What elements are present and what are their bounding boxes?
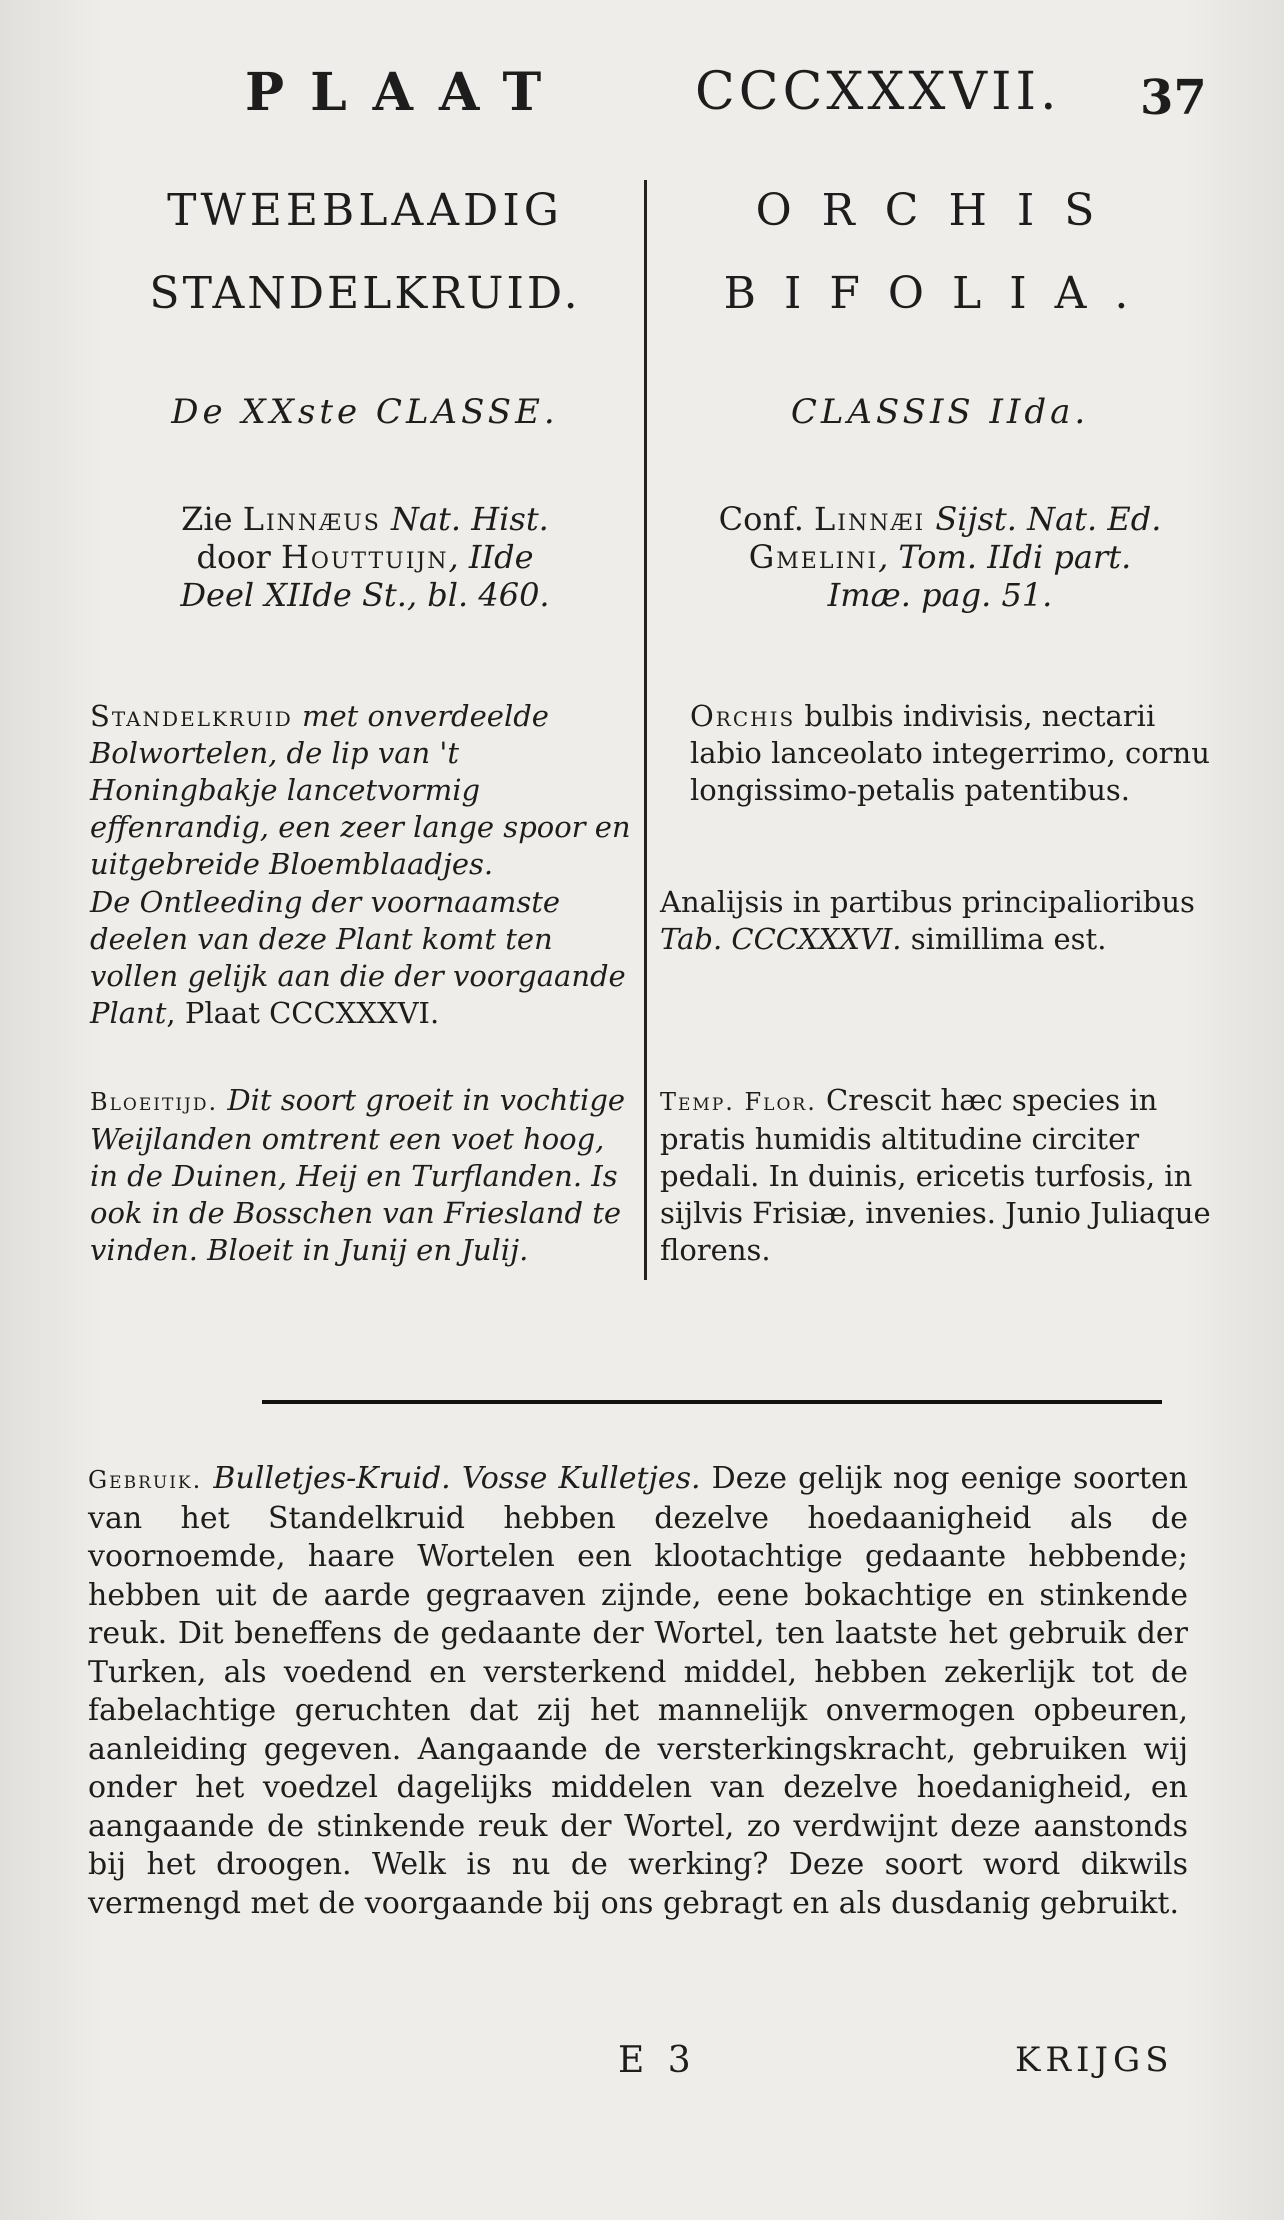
ref-editor: Gmelini xyxy=(748,538,879,576)
usage-common-names: Bulletjes-Kruid. Vosse Kulletjes. xyxy=(202,1461,701,1496)
latin-analysis xyxy=(660,884,1210,958)
ref-text: door xyxy=(196,538,281,576)
usage-paragraph xyxy=(88,1460,1188,1923)
ref-text: Zie xyxy=(181,500,243,538)
flowering-text: Crescit hæc species in pratis humidis altitudine circiter pedali. In duinis, ericetis turfosis, in sijlvis Frisiæ, invenies. Junio Juliaque florens. xyxy=(660,1083,1211,1267)
description-text: bulbis indivisis, nectarii labio lanceolato integerrimo, cornu longissimo-petalis patentibus. xyxy=(690,699,1210,807)
analysis-text: De Ontleeding der voornaamste deelen van deze Plant komt ten vollen gelijk aan die der voorgaande xyxy=(90,885,626,993)
dutch-title-line2: STANDELKRUID. xyxy=(149,268,581,319)
section-rule xyxy=(262,1400,1162,1404)
description-lead: Standelkruid xyxy=(90,699,293,733)
page-number: 37 xyxy=(1140,70,1207,126)
ref-volume: , IIde xyxy=(448,538,534,576)
ref-page: Deel XIIde St., bl. 460. xyxy=(180,576,550,614)
ref-author: Linnæus xyxy=(242,500,381,538)
latin-reference xyxy=(660,500,1220,614)
description-text: met onverdeelde Bolwortelen, de lip van 't Honingbakje lancetvormig effenrandig, een zeer lange spoor en uitgebreide Bloemblaadjes. xyxy=(90,699,631,881)
ref-author: Houttuijn xyxy=(280,538,449,576)
dutch-analysis xyxy=(90,884,640,1032)
latin-description xyxy=(690,698,1210,809)
flowering-text: Dit soort groeit in vochtige Weijlanden omtrent een voet hoog, in de Duinen, Heij en Turflanden. Is ook in de Bosschen van Friesland te vinden. Bloeit in Junij en Julij. xyxy=(90,1083,626,1267)
description-lead: Orchis xyxy=(690,699,796,733)
latin-title-line2: BIFOLIA. xyxy=(723,268,1157,319)
analysis-text: simillima est. xyxy=(901,922,1107,956)
ref-page: Imæ. pag. 51. xyxy=(827,576,1053,614)
usage-lead: Gebruik. xyxy=(88,1466,203,1494)
dutch-title-line1: TWEEBLAADIG xyxy=(167,185,563,236)
dutch-reference xyxy=(90,500,640,614)
signature-mark: E 3 xyxy=(618,2040,697,2081)
catchword: KRIJGS xyxy=(1015,2040,1174,2080)
ref-work: Nat. Hist. xyxy=(380,500,549,538)
latin-flowering-time xyxy=(660,1082,1220,1269)
ref-volume: , Tom. IIdi part. xyxy=(878,538,1132,576)
analysis-plate-ref: Tab. CCCXXXVI. xyxy=(660,922,902,956)
dutch-flowering-time xyxy=(90,1082,640,1269)
ref-text: Conf. xyxy=(718,500,815,538)
analysis-text: Plant xyxy=(90,996,167,1030)
analysis-plate-ref: , Plaat CCCXXXVI. xyxy=(166,996,440,1030)
latin-classis: CLASSIS IIda. xyxy=(790,392,1090,432)
flowering-lead: Bloeitijd. xyxy=(90,1088,219,1116)
usage-text: Deze gelijk nog eenige soorten van het Standelkruid hebben dezelve hoedaanigheid als de voornoemde, haare Wortelen een klootachtige gedaante hebbende; hebben uit de aarde gegraaven zijnde, eene bokachtige en stinkende reuk. Dit beneffens de gedaante der Wortel, ten laatste het gebruik der Turken, als voedend en versterkend middel, hebben zekerlijk tot de fabelachtige geruchten dat zij het mannelijk onvermogen opbeuren, aanleiding gegeven. Aangaande de versterkingskracht, gebruiken wij onder het voedzel dagelijks middelen van dezelve hoedanigheid, en aangaande de stinkende reuk der Wortel, zo verdwijnt deze aanstonds bij het droogen. Welk is nu de werking? Deze soort word dikwils vermengd met de voorgaande bij ons gebragt en als dusdanig gebruikt. xyxy=(88,1461,1188,1921)
column-divider xyxy=(644,180,647,1280)
plate-number: CCCXXXVII. xyxy=(695,62,1061,122)
dutch-classe: De XXste CLASSE. xyxy=(171,392,559,432)
running-header xyxy=(0,62,1284,132)
plaat-heading: PLAAT xyxy=(245,62,568,123)
ref-work: Sijst. Nat. Ed. xyxy=(925,500,1162,538)
ref-author: Linnæi xyxy=(814,500,926,538)
latin-title-line1: ORCHIS xyxy=(755,185,1125,236)
flowering-lead: Temp. Flor. xyxy=(660,1088,817,1116)
analysis-text: Analijsis in partibus principalioribus xyxy=(660,885,1195,919)
dutch-description xyxy=(90,698,640,883)
